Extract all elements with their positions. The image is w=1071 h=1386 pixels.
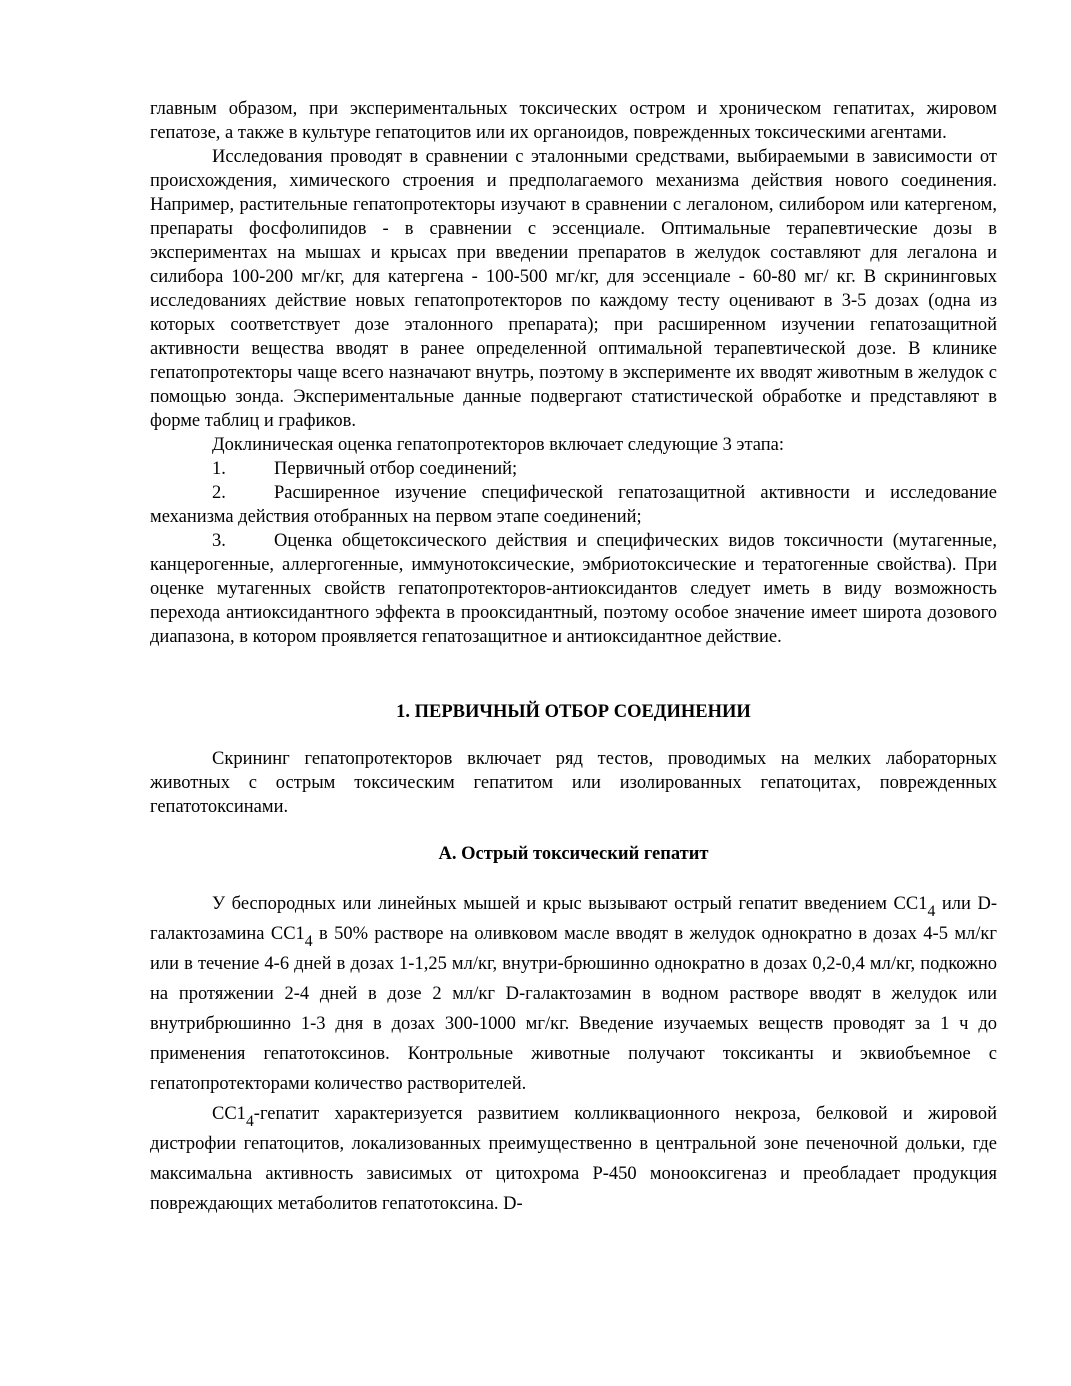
text-run: -гепатит характеризуется развитием колликвационного некроза, белковой и жировой дистрофии гепатоцитов, локализованных преимущественно в центральной зоне печеночной дольки, где максимальна активность зависимых от цитохрома Р-450 монооксигеназ и преобладает продукция повреждающих метаболитов гепатотоксина. D- xyxy=(150,1104,997,1214)
list-item-stage-3 xyxy=(150,529,997,649)
list-item-number: 1. xyxy=(212,459,226,479)
paragraph-reference-drugs: Исследования проводят в сравнении с эталонными средствами, выбираемыми в зависимости от происхождения, химического строения и предполагаемого механизма действия нового соединения. Например, растительные гепатопротекторы изучают в сравнении с легалоном, силибором или катергеном, препараты фосфолипидов - в сравнении с эссенциале. Оптимальные терапевтические дозы в экспериментах на мышах и крысах при введении препаратов в желудок составляют для легалона и силибора 100-200 мг/кг, для катергена - 100-500 мг/кг, для эссенциале - 60-80 мг/ кг. В скрининговых исследованиях действие новых гепатопротекторов по каждому тесту оценивают в 3-5 дозах (одна из которых соответствует дозе эталонного препарата); при расширенном изучении гепатозащитной активности вещества вводят в ранее определенной оптимальной терапевтической дозе. В клинике гепатопротекторы чаще всего назначают внутрь, поэтому в эксперименте их вводят животным в желудок с помощью зонда. Экспериментальные данные подвергают статистической обработке и представляют в форме таблиц и графиков. xyxy=(150,147,997,431)
subscript: 4 xyxy=(927,903,936,921)
document-page xyxy=(150,97,997,1219)
paragraph-intro-continuation: главным образом, при экспериментальных токсических остром и хроническом гепатитах, жировом гепатозе, а также в культуре гепатоцитов или их органоидов, поврежденных токсическими агентами. xyxy=(150,99,997,143)
paragraph-screening: Скрининг гепатопротекторов включает ряд тестов, проводимых на мелких лабораторных животных с острым токсическим гепатитом или изолированных гепатоцитах, поврежденных гепатотоксинами. xyxy=(150,749,997,817)
subscript: 4 xyxy=(304,933,313,951)
list-item-number: 2. xyxy=(212,483,226,503)
subscript: 4 xyxy=(245,1113,254,1131)
paragraph-ccl4-hepatitis xyxy=(150,1099,997,1219)
list-item-text: Оценка общетоксического действия и специфических видов токсичности (мутагенные, канцерогенные, аллергогенные, иммунотоксические, эмбриотоксические и тератогенные свойства). При оценке мутагенных свойств гепатопротекторов-антиоксидантов следует иметь в виду возможность перехода антиоксидантного эффекта в прооксидантный, поэтому особое значение имеет широта дозового диапазона, в котором проявляется гепатозащитное и антиоксидантное действие. xyxy=(150,531,997,647)
paragraph-stages-intro: Доклиническая оценка гепатопротекторов включает следующие 3 этапа: xyxy=(212,435,784,455)
list-item-stage-2 xyxy=(150,481,997,529)
list-item-text: Расширенное изучение специфической гепатозащитной активности и исследование механизма действия отобранных на первом этапе соединений; xyxy=(150,483,997,527)
section-heading-primary-selection: 1. ПЕРВИЧНЫЙ ОТБОР СОЕДИНЕНИИ xyxy=(396,702,751,722)
subsection-heading-acute-hepatitis: А. Острый токсический гепатит xyxy=(438,844,709,864)
text-run: или D-галактозамина СС1 xyxy=(150,894,997,944)
list-item-number: 3. xyxy=(212,531,226,551)
list-item-text: Первичный отбор соединений; xyxy=(274,459,518,479)
paragraph-acute-hepatitis-model xyxy=(150,889,997,1099)
text-run: СС1 xyxy=(212,1104,246,1124)
text-run: У беспородных или линейных мышей и крыс вызывают острый гепатит введением СС1 xyxy=(212,894,928,914)
text-run: в 50% растворе на оливковом масле вводят в желудок однократно в дозах 4-5 мл/кг или в течение 4-6 дней в дозах 1-1,25 мл/кг, внутри-брюшинно однократно в дозах 0,2-0,4 мл/кг, подкожно на протяжении 2-4 дней в дозе 2 мл/кг D-галактозамин в водном растворе вводят в желудок или внутрибрюшинно 1-3 дня в дозах 300-1000 мг/кг. Введение изучаемых веществ проводят за 1 ч до применения гепатотоксинов. Контрольные животные получают токсиканты и эквиобъемное с гепатопротекторами количество растворителей. xyxy=(150,924,997,1094)
list-item-stage-1 xyxy=(150,457,997,481)
